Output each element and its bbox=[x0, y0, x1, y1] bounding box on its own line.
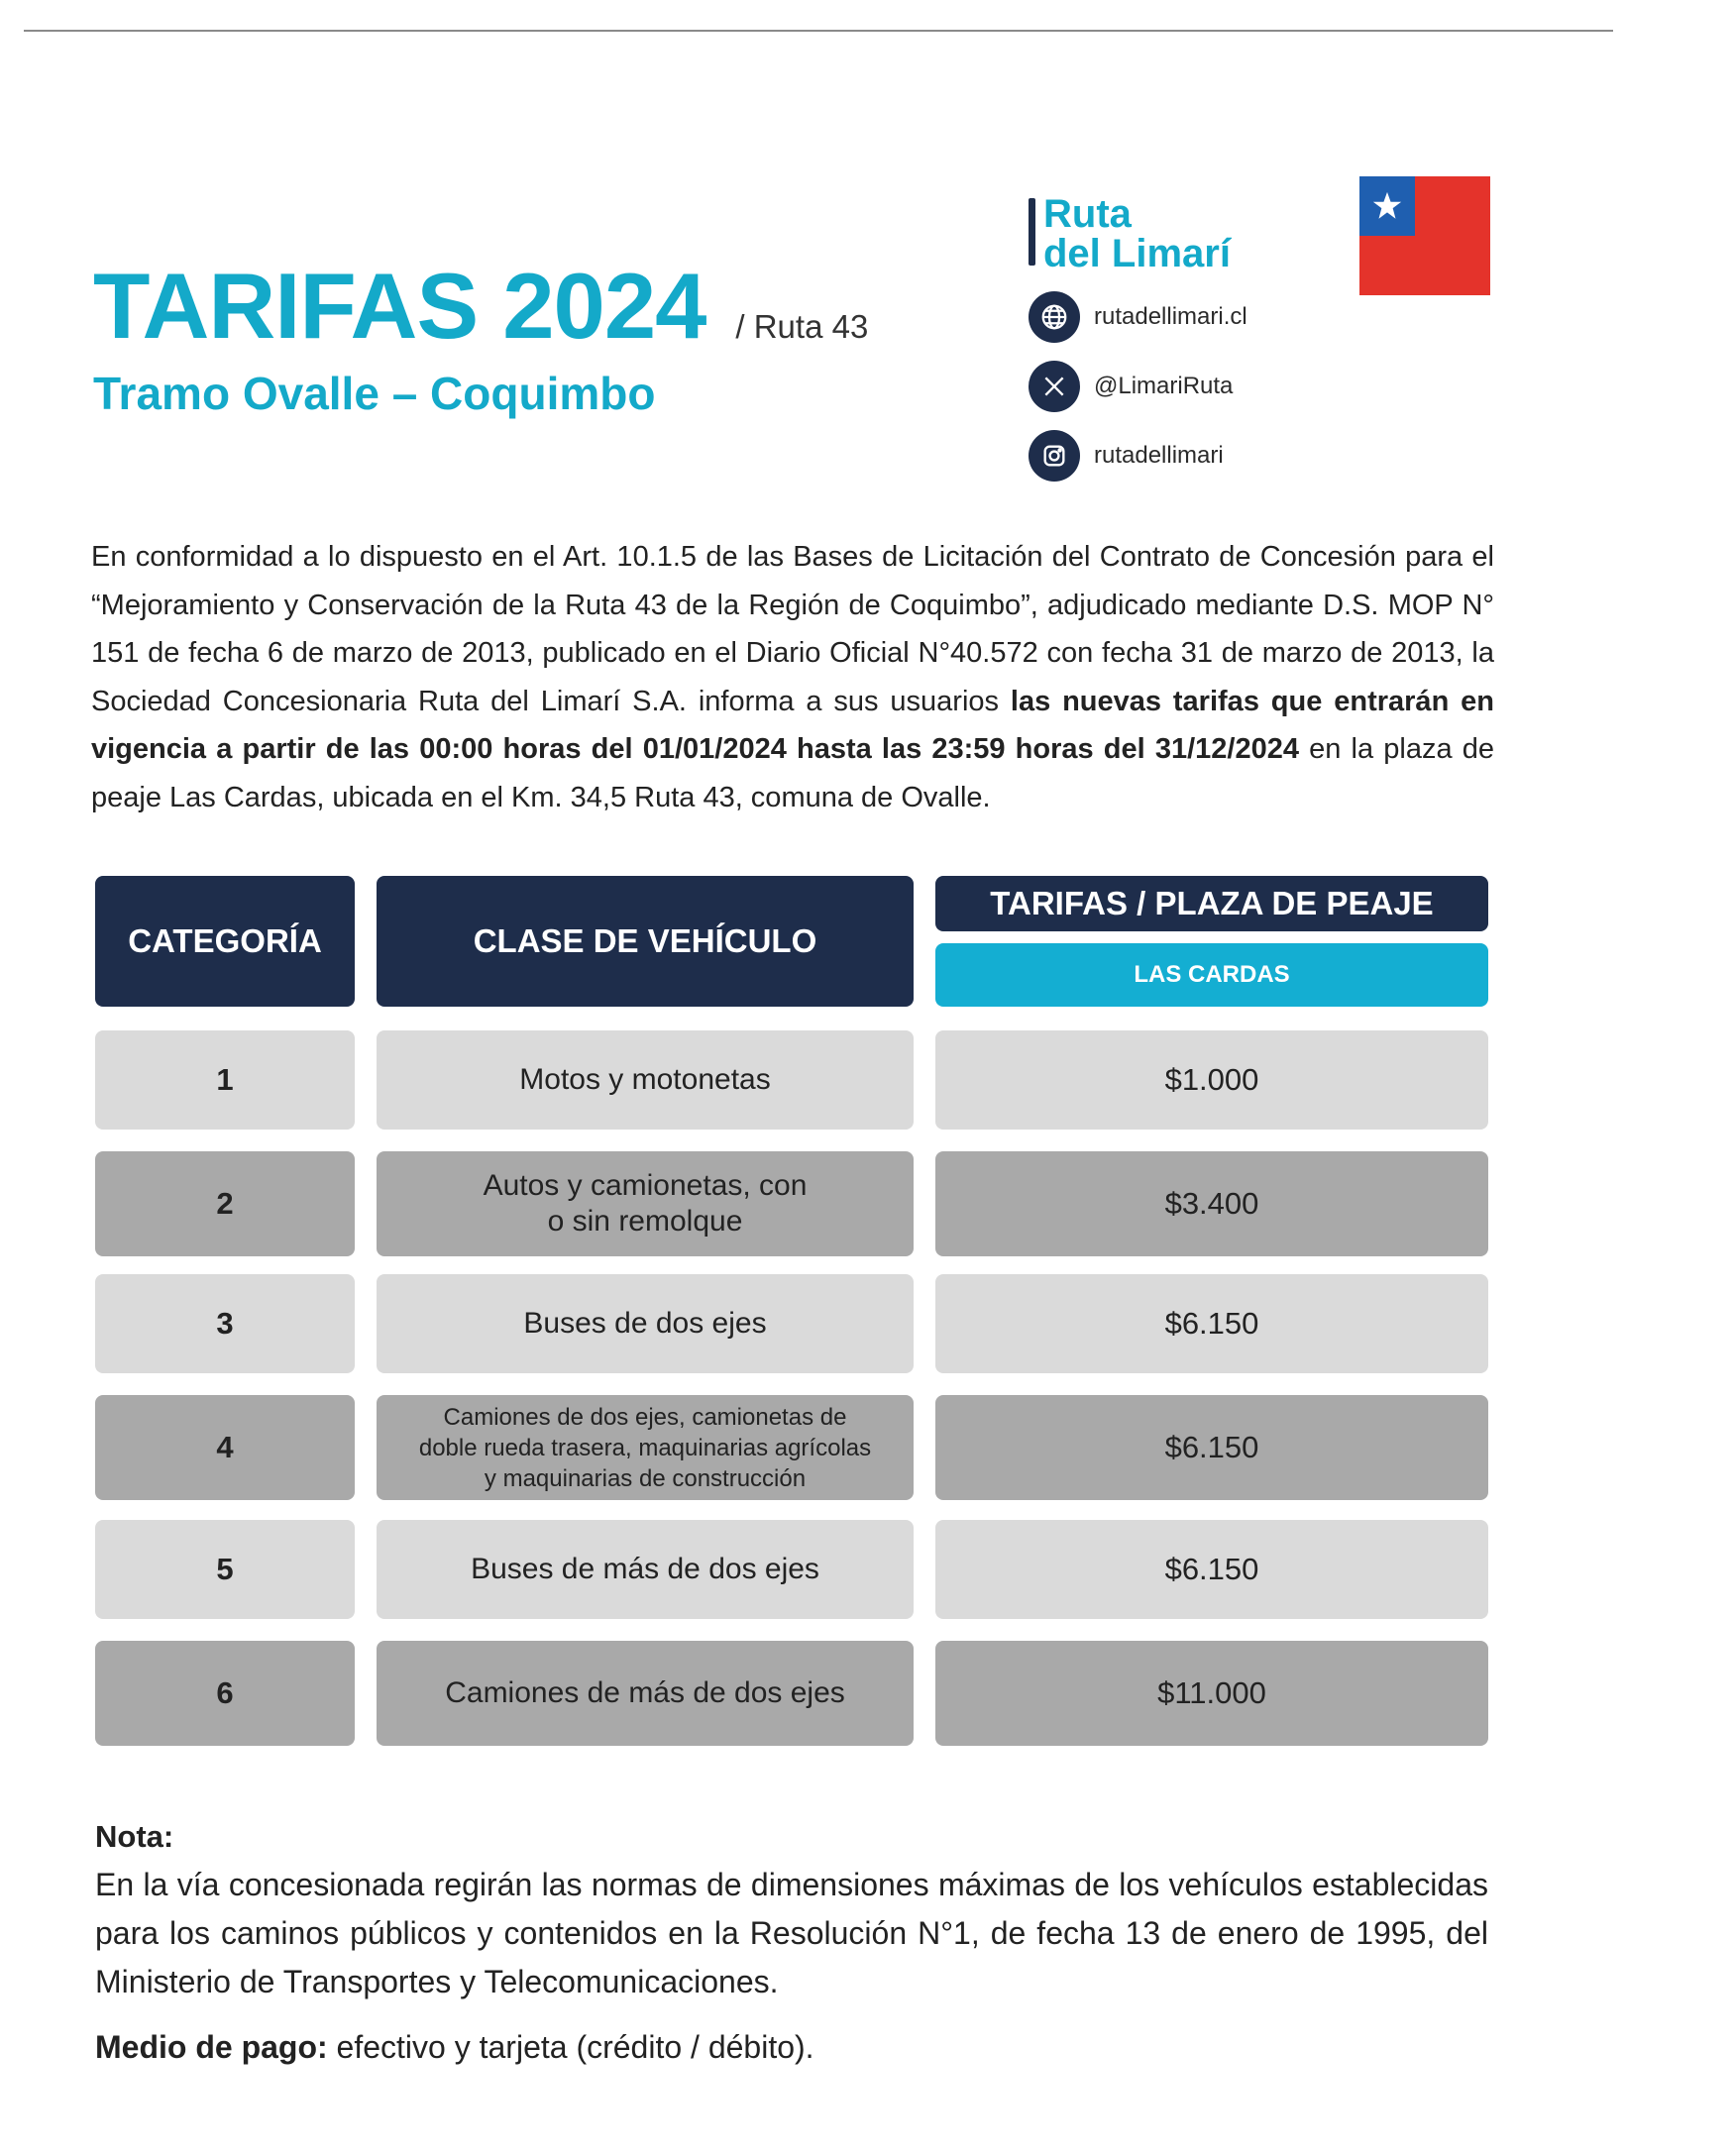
instagram-link[interactable] bbox=[1029, 430, 1247, 482]
top-divider bbox=[24, 30, 1613, 32]
payment-method bbox=[95, 2029, 814, 2066]
row-5-category: 5 bbox=[95, 1520, 355, 1619]
twitter-link[interactable] bbox=[1029, 361, 1247, 412]
coat-of-arms-icon bbox=[1359, 176, 1415, 236]
brand-name-line2: del Limarí bbox=[1043, 232, 1231, 275]
website-link[interactable] bbox=[1029, 291, 1247, 343]
row-5-price: $6.150 bbox=[935, 1520, 1488, 1619]
row-5-vehicle: Buses de más de dos ejes bbox=[377, 1520, 914, 1619]
brand-logo bbox=[1029, 194, 1247, 273]
header-tariffs: TARIFAS / PLAZA DE PEAJE bbox=[935, 876, 1488, 931]
row-6-price: $11.000 bbox=[935, 1641, 1488, 1746]
row-3-price: $6.150 bbox=[935, 1274, 1488, 1373]
page-title: TARIFAS 2024 bbox=[93, 254, 706, 358]
instagram-icon bbox=[1029, 430, 1080, 482]
header-vehicle-class: CLASE DE VEHÍCULO bbox=[377, 876, 914, 1007]
globe-icon bbox=[1029, 291, 1080, 343]
page-subtitle: Tramo Ovalle – Coquimbo bbox=[93, 368, 656, 419]
header-category: CATEGORÍA bbox=[95, 876, 355, 1007]
brand-logo-bar bbox=[1029, 198, 1035, 266]
brand-block bbox=[1029, 194, 1247, 482]
payment-label: Medio de pago: bbox=[95, 2029, 328, 2065]
row-1-price: $1.000 bbox=[935, 1030, 1488, 1130]
row-2-price: $3.400 bbox=[935, 1151, 1488, 1256]
row-1-vehicle: Motos y motonetas bbox=[377, 1030, 914, 1130]
intro-text-2: en la plaza de peaje Las Cardas, ubicada en el Km. 34,5 Ruta 43, comuna de Ovalle. bbox=[91, 733, 1494, 813]
row-1-category: 1 bbox=[95, 1030, 355, 1130]
instagram-text: rutadellimari bbox=[1094, 442, 1224, 469]
row-2-category: 2 bbox=[95, 1151, 355, 1256]
government-logo bbox=[1359, 176, 1490, 295]
row-6-vehicle: Camiones de más de dos ejes bbox=[377, 1641, 914, 1746]
row-2-vehicle: Autos y camionetas, con o sin remolque bbox=[377, 1151, 914, 1256]
twitter-text: @LimariRuta bbox=[1094, 373, 1234, 399]
payment-value: efectivo y tarjeta (crédito / débito). bbox=[327, 2029, 814, 2065]
row-6-category: 6 bbox=[95, 1641, 355, 1746]
brand-name-line1: Ruta bbox=[1043, 192, 1132, 236]
intro-paragraph bbox=[91, 533, 1494, 821]
row-3-category: 3 bbox=[95, 1274, 355, 1373]
note-text: En la vía concesionada regirán las normas de dimensiones máximas de los vehículos establecidas para los caminos públicos y contenidos en la Resolución N°1, de fecha 13 de enero de 1995, del Ministerio de Transportes y Telecomunicaciones. bbox=[95, 1867, 1488, 1999]
note-title: Nota: bbox=[95, 1819, 174, 1854]
x-twitter-icon bbox=[1029, 361, 1080, 412]
header-plaza-las-cardas: LAS CARDAS bbox=[935, 943, 1488, 1007]
row-4-category: 4 bbox=[95, 1395, 355, 1500]
row-3-vehicle: Buses de dos ejes bbox=[377, 1274, 914, 1373]
row-4-vehicle: Camiones de dos ejes, camionetas de doble rueda trasera, maquinarias agrícolas y maquinarias de construcción bbox=[377, 1395, 914, 1500]
intro-text-bold: las nuevas tarifas que entrarán en vigencia a partir de las 00:00 horas del 01/01/2024 hasta las 23:59 horas del 31/12/2024 bbox=[91, 685, 1494, 765]
route-label: / Ruta 43 bbox=[735, 308, 869, 345]
intro-text-1: En conformidad a lo dispuesto en el Art. 10.1.5 de las Bases de Licitación del Contrato de Concesión para el “Mejoramiento y Conservación de la Ruta 43 de la Región de Coquimbo”, adjudicado mediante D.S. MOP N° 151 de fecha 6 de marzo de 2013, publicado en el Diario Oficial N°40.572 con fecha 31 de marzo de 2013, la Sociedad Concesionaria Ruta del Limarí S.A. informa a sus usuarios bbox=[91, 541, 1494, 717]
row-4-price: $6.150 bbox=[935, 1395, 1488, 1500]
website-text: rutadellimari.cl bbox=[1094, 303, 1247, 330]
title-block bbox=[93, 254, 869, 420]
